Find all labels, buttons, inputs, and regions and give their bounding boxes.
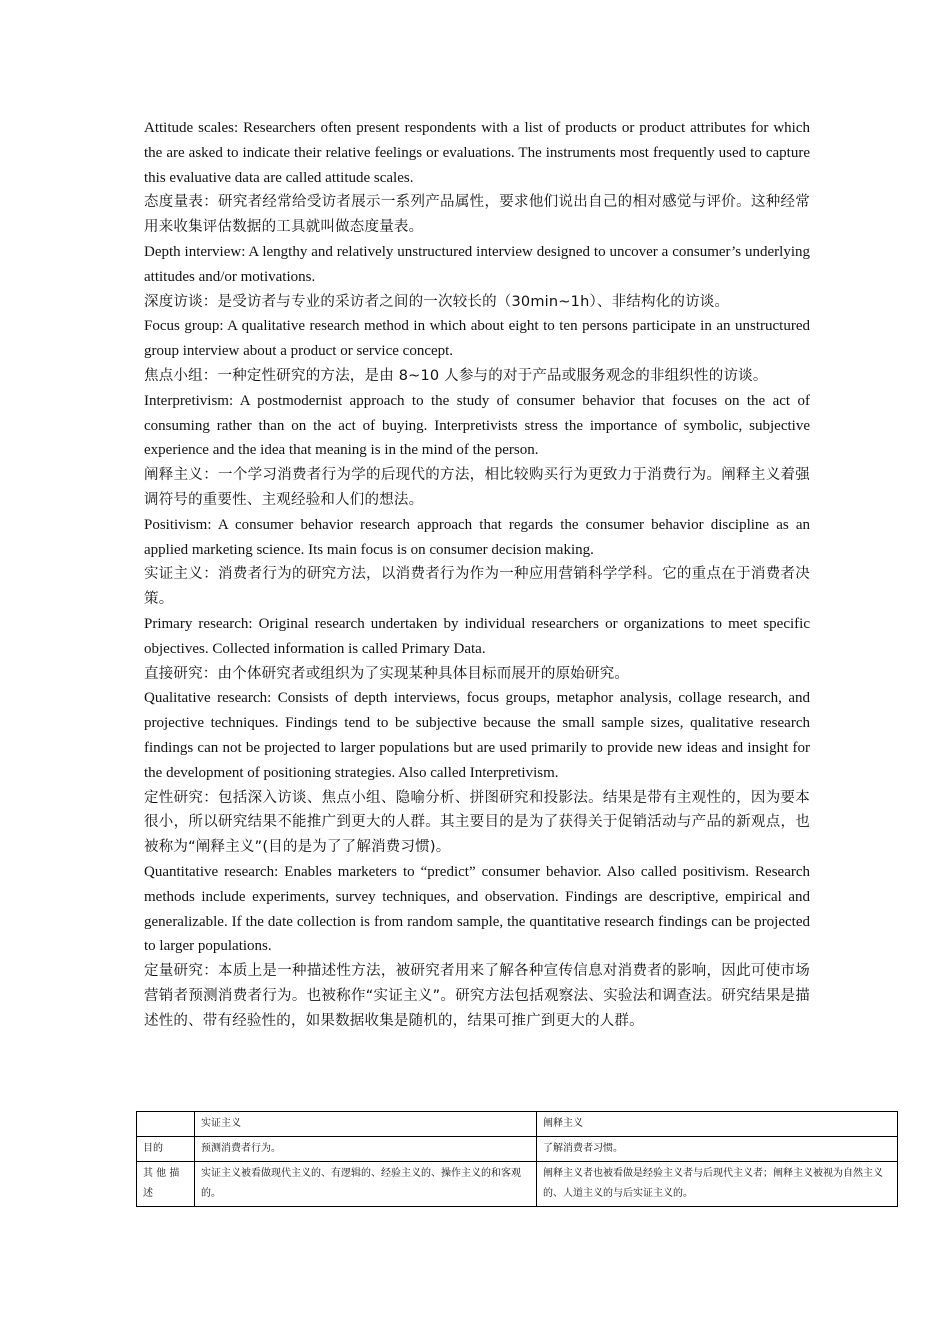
table-header-cell xyxy=(137,1112,195,1137)
comparison-table xyxy=(136,1111,898,1207)
table-header-cell: 实证主义 xyxy=(195,1112,537,1137)
table-cell: 实证主义被看做现代主义的、有逻辑的、经验主义的、操作主义的和客观的。 xyxy=(195,1162,537,1207)
table-cell: 了解消费者习惯。 xyxy=(537,1137,898,1162)
table-row xyxy=(137,1137,898,1162)
definition-primary-research-zh: 直接研究：由个体研究者或组织为了实现某种具体目标而展开的原始研究。 xyxy=(144,665,630,682)
table-row-label: 其 他 描述 xyxy=(137,1162,195,1207)
definition-quantitative-research-zh: 定量研究：本质上是一种描述性方法，被研究者用来了解各种宣传信息对消费者的影响，因此可使市场营销者预测消费者行为。也被称作“实证主义”。研究方法包括观察法、实验法和调查法。研究结果是描述性的、带有经验性的，如果数据收集是随机的，结果可推广到更大的人群。 xyxy=(144,963,810,1029)
document-body xyxy=(144,116,810,1033)
definition-focus-group-en: Focus group: A qualitative research method in which about eight to ten persons participate in an unstructured group interview about a product or service concept. xyxy=(144,318,810,360)
definition-interpretivism-en: Interpretivism: A postmodernist approach to the study of consumer behavior that focuses on the act of consuming rather than on the act of buying. Interpretivists stress the importance of symbolic, subjective experience and the idea that meaning is in the mind of the person. xyxy=(144,392,810,459)
definition-qualitative-research-en: Qualitative research: Consists of depth interviews, focus groups, metaphor analysis, collage research, and projective techniques. Findings tend to be subjective because the small sample sizes, qualitative research findings can not be projected to larger populations but are used primarily to provide new ideas and insight for the development of positioning strategies. Also called Interpretivism. xyxy=(144,690,810,781)
table-row-label: 目的 xyxy=(137,1137,195,1162)
definition-primary-research-en: Primary research: Original research undertaken by individual researchers or organizations to meet specific objectives. Collected information is called Primary Data. xyxy=(144,615,810,657)
table-row xyxy=(137,1162,898,1207)
table-header-row xyxy=(137,1112,898,1137)
definition-attitude-scales-zh: 态度量表：研究者经常给受访者展示一系列产品属性，要求他们说出自己的相对感觉与评价。这种经常用来收集评估数据的工具就叫做态度量表。 xyxy=(144,194,810,236)
definition-qualitative-research-zh: 定性研究：包括深入访谈、焦点小组、隐喻分析、拼图研究和投影法。结果是带有主观性的，因为要本很小，所以研究结果不能推广到更大的人群。其主要目的是为了获得关于促销活动与产品的新观点，也被称为“阐释主义”(目的是为了了解消费习惯)。 xyxy=(144,789,810,856)
definition-focus-group-zh: 焦点小组：一种定性研究的方法，是由 8~10 人参与的对于产品或服务观念的非组织性的访谈。 xyxy=(144,367,768,384)
definition-interpretivism-zh: 阐释主义：一个学习消费者行为学的后现代的方法，相比较购买行为更致力于消费行为。阐释主义着强调符号的重要性、主观经验和人们的想法。 xyxy=(144,467,810,508)
definition-depth-interview-en: Depth interview: A lengthy and relatively unstructured interview designed to uncover a consumer’s underlying attitudes and/or motivations. xyxy=(144,243,810,285)
table-cell: 阐释主义者也被看做是经验主义者与后现代主义者；阐释主义被视为自然主义的、人道主义的与后实证主义的。 xyxy=(537,1162,898,1207)
table-cell: 预测消费者行为。 xyxy=(195,1137,537,1162)
definition-attitude-scales-en: Attitude scales: Researchers often present respondents with a list of products or product attributes for which the are asked to indicate their relative feelings or evaluations. The instruments most frequently used to capture this evaluative data are called attitude scales. xyxy=(144,120,810,186)
definition-positivism-en: Positivism: A consumer behavior research approach that regards the consumer behavior discipline as an applied marketing science. Its main focus is on consumer decision making. xyxy=(144,516,810,558)
definition-quantitative-research-en: Quantitative research: Enables marketers to “predict” consumer behavior. Also called positivism. Research methods include experiments, survey techniques, and observation. Findings are descriptive, empirical and generalizable. If the date collection is from random sample, the quantitative research findings can be projected to larger populations. xyxy=(144,863,810,955)
definition-positivism-zh: 实证主义：消费者行为的研究方法，以消费者行为作为一种应用营销科学学科。它的重点在于消费者决策。 xyxy=(144,566,810,608)
table-header-cell: 阐释主义 xyxy=(537,1112,898,1137)
definition-depth-interview-zh: 深度访谈：是受访者与专业的采访者之间的一次较长的（30min~1h）、非结构化的访谈。 xyxy=(144,293,730,310)
